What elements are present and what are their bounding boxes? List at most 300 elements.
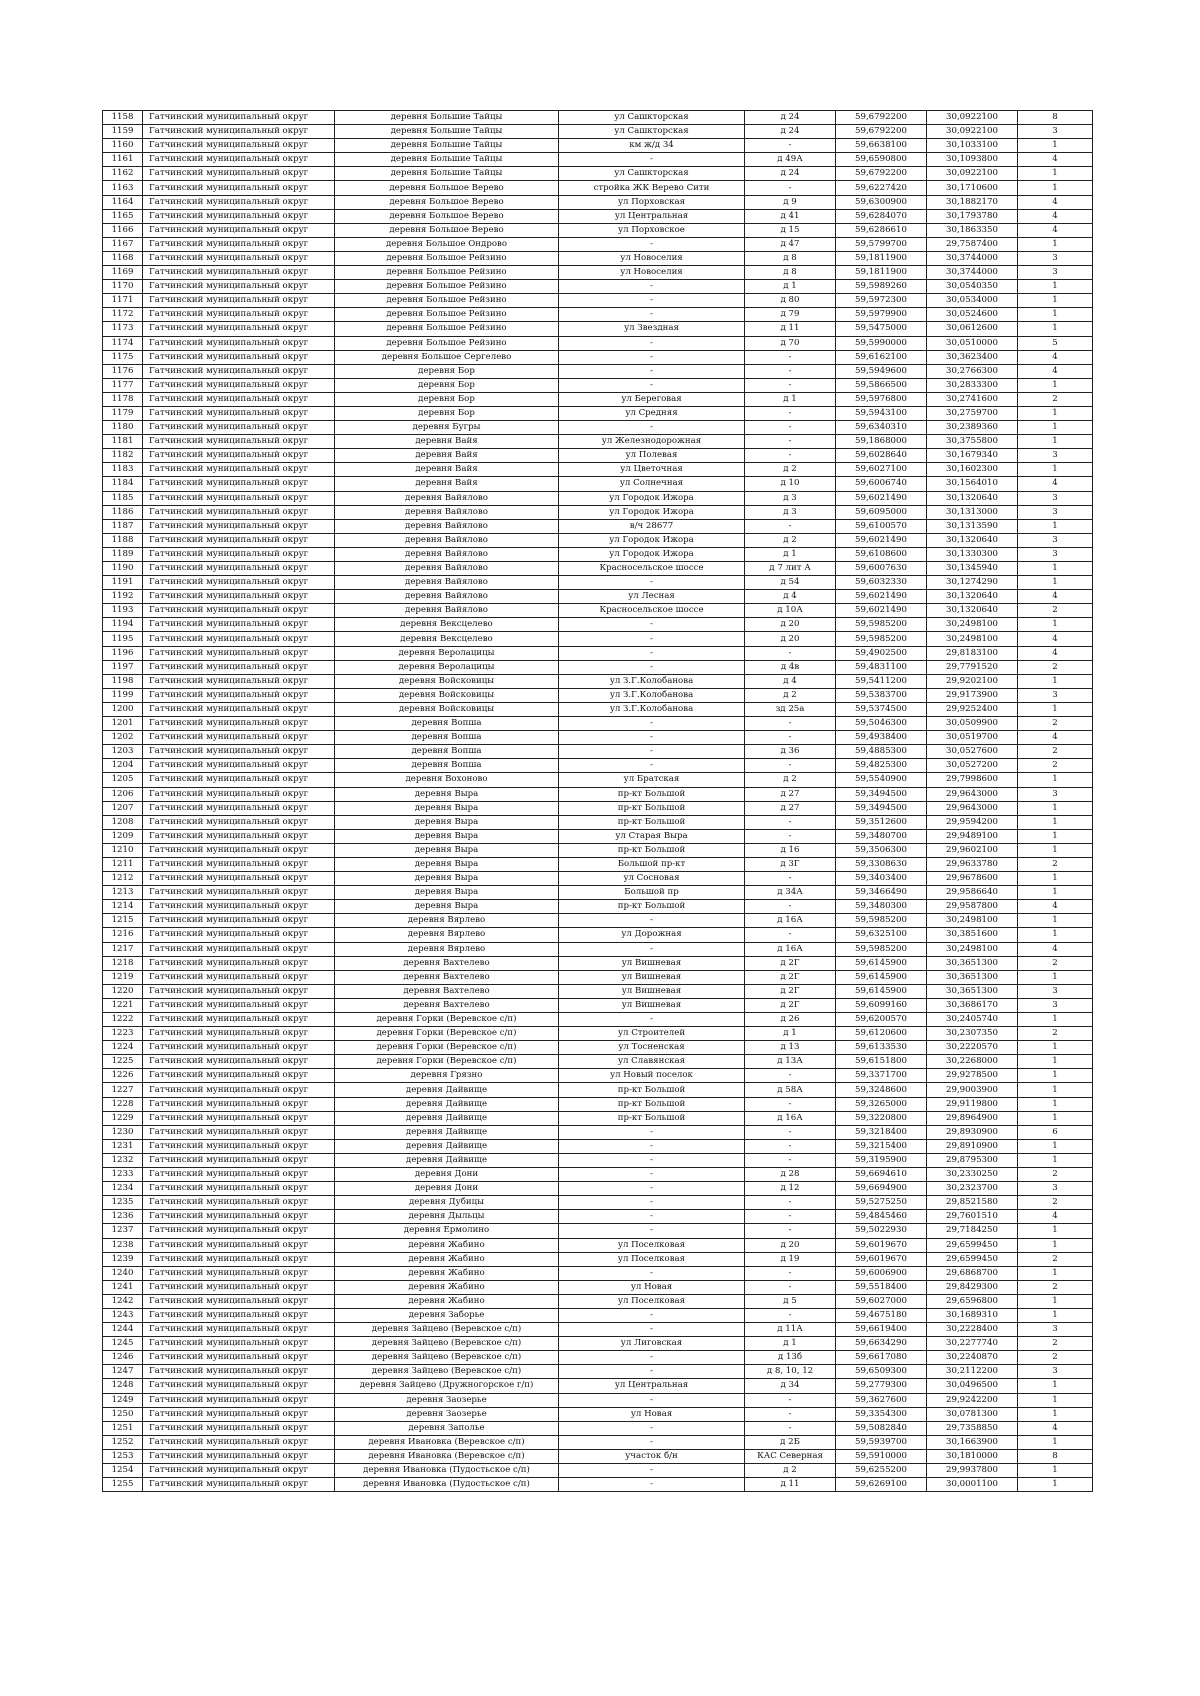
district-cell: Гатчинский муниципальный округ xyxy=(143,421,335,435)
row-number: 1241 xyxy=(103,1280,143,1294)
district-cell: Гатчинский муниципальный округ xyxy=(143,1266,335,1280)
latitude-cell: 59,4902500 xyxy=(836,646,927,660)
table-row xyxy=(103,1421,1093,1435)
row-number: 1199 xyxy=(103,688,143,702)
longitude-cell: 29,9643000 xyxy=(927,787,1018,801)
table-row xyxy=(103,505,1093,519)
district-cell: Гатчинский муниципальный округ xyxy=(143,759,335,773)
house-cell: д 3Г xyxy=(745,857,836,871)
settlement-cell: деревня Большое Рейзино xyxy=(335,266,559,280)
row-number: 1189 xyxy=(103,547,143,561)
settlement-cell: деревня Заполье xyxy=(335,1421,559,1435)
house-cell: д 16А xyxy=(745,914,836,928)
table-row xyxy=(103,1027,1093,1041)
table-row xyxy=(103,336,1093,350)
row-number: 1238 xyxy=(103,1238,143,1252)
table-row xyxy=(103,815,1093,829)
house-cell: д 1 xyxy=(745,547,836,561)
table-row xyxy=(103,1379,1093,1393)
table-row xyxy=(103,1139,1093,1153)
latitude-cell: 59,6162100 xyxy=(836,350,927,364)
longitude-cell: 29,9202100 xyxy=(927,674,1018,688)
count-cell: 1 xyxy=(1018,1308,1093,1322)
table-row xyxy=(103,1013,1093,1027)
row-number: 1173 xyxy=(103,322,143,336)
house-cell: д 13А xyxy=(745,1055,836,1069)
table-row xyxy=(103,646,1093,660)
table-row xyxy=(103,519,1093,533)
district-cell: Гатчинский муниципальный округ xyxy=(143,1111,335,1125)
row-number: 1170 xyxy=(103,280,143,294)
district-cell: Гатчинский муниципальный округ xyxy=(143,1365,335,1379)
count-cell: 1 xyxy=(1018,1294,1093,1308)
row-number: 1197 xyxy=(103,660,143,674)
latitude-cell: 59,5022930 xyxy=(836,1224,927,1238)
street-cell: ул Поселковая xyxy=(559,1238,745,1252)
street-cell: - xyxy=(559,378,745,392)
house-cell: - xyxy=(745,378,836,392)
count-cell: 1 xyxy=(1018,1478,1093,1492)
settlement-cell: деревня Вайялово xyxy=(335,576,559,590)
table-row xyxy=(103,167,1093,181)
street-cell: ул Братская xyxy=(559,773,745,787)
table-row xyxy=(103,1464,1093,1478)
row-number: 1244 xyxy=(103,1323,143,1337)
row-number: 1182 xyxy=(103,449,143,463)
settlement-cell: деревня Жабино xyxy=(335,1294,559,1308)
latitude-cell: 59,5985200 xyxy=(836,942,927,956)
row-number: 1220 xyxy=(103,984,143,998)
settlement-cell: деревня Зайцево (Веревское с/п) xyxy=(335,1365,559,1379)
table-row xyxy=(103,364,1093,378)
settlement-cell: деревня Большие Тайцы xyxy=(335,125,559,139)
house-cell: - xyxy=(745,421,836,435)
longitude-cell: 29,7791520 xyxy=(927,660,1018,674)
street-cell: - xyxy=(559,294,745,308)
table-row xyxy=(103,1196,1093,1210)
row-number: 1226 xyxy=(103,1069,143,1083)
row-number: 1247 xyxy=(103,1365,143,1379)
row-number: 1231 xyxy=(103,1139,143,1153)
street-cell: - xyxy=(559,308,745,322)
street-cell: - xyxy=(559,1182,745,1196)
settlement-cell: деревня Выра xyxy=(335,829,559,843)
district-cell: Гатчинский муниципальный округ xyxy=(143,618,335,632)
count-cell: 1 xyxy=(1018,378,1093,392)
table-row xyxy=(103,251,1093,265)
table-row xyxy=(103,576,1093,590)
longitude-cell: 30,0612600 xyxy=(927,322,1018,336)
row-number: 1196 xyxy=(103,646,143,660)
district-cell: Гатчинский муниципальный округ xyxy=(143,787,335,801)
street-cell: пр-кт Большой xyxy=(559,1083,745,1097)
settlement-cell: деревня Выра xyxy=(335,801,559,815)
house-cell: д 4 xyxy=(745,590,836,604)
longitude-cell: 30,1320640 xyxy=(927,604,1018,618)
settlement-cell: деревня Вахтелево xyxy=(335,998,559,1012)
count-cell: 4 xyxy=(1018,1421,1093,1435)
latitude-cell: 59,6027000 xyxy=(836,1294,927,1308)
settlement-cell: деревня Вярлево xyxy=(335,942,559,956)
settlement-cell: деревня Вайялово xyxy=(335,505,559,519)
house-cell: - xyxy=(745,1407,836,1421)
address-table xyxy=(102,110,1093,1492)
district-cell: Гатчинский муниципальный округ xyxy=(143,1139,335,1153)
row-number: 1253 xyxy=(103,1449,143,1463)
longitude-cell: 30,1882170 xyxy=(927,195,1018,209)
count-cell: 1 xyxy=(1018,1266,1093,1280)
longitude-cell: 30,0781300 xyxy=(927,1407,1018,1421)
table-row xyxy=(103,280,1093,294)
row-number: 1176 xyxy=(103,364,143,378)
count-cell: 2 xyxy=(1018,1252,1093,1266)
street-cell: - xyxy=(559,1196,745,1210)
table-row xyxy=(103,463,1093,477)
street-cell: ул Новый поселок xyxy=(559,1069,745,1083)
row-number: 1210 xyxy=(103,843,143,857)
table-row xyxy=(103,294,1093,308)
house-cell: д 80 xyxy=(745,294,836,308)
latitude-cell: 59,1811900 xyxy=(836,266,927,280)
count-cell: 3 xyxy=(1018,547,1093,561)
street-cell: - xyxy=(559,731,745,745)
settlement-cell: деревня Войсковицы xyxy=(335,688,559,702)
district-cell: Гатчинский муниципальный округ xyxy=(143,167,335,181)
row-number: 1167 xyxy=(103,237,143,251)
latitude-cell: 59,6509300 xyxy=(836,1365,927,1379)
latitude-cell: 59,6019670 xyxy=(836,1252,927,1266)
table-row xyxy=(103,914,1093,928)
longitude-cell: 30,0001100 xyxy=(927,1478,1018,1492)
table-row xyxy=(103,857,1093,871)
latitude-cell: 59,6792200 xyxy=(836,111,927,125)
district-cell: Гатчинский муниципальный округ xyxy=(143,378,335,392)
table-row xyxy=(103,1055,1093,1069)
street-cell: ул Новоселия xyxy=(559,251,745,265)
latitude-cell: 59,5989260 xyxy=(836,280,927,294)
count-cell: 1 xyxy=(1018,1238,1093,1252)
longitude-cell: 30,1564010 xyxy=(927,477,1018,491)
house-cell: - xyxy=(745,1210,836,1224)
count-cell: 1 xyxy=(1018,1393,1093,1407)
house-cell: д 28 xyxy=(745,1168,836,1182)
settlement-cell: деревня Жабино xyxy=(335,1266,559,1280)
house-cell: - xyxy=(745,181,836,195)
house-cell: - xyxy=(745,1393,836,1407)
settlement-cell: деревня Большое Рейзино xyxy=(335,308,559,322)
district-cell: Гатчинский муниципальный округ xyxy=(143,1351,335,1365)
latitude-cell: 59,6619400 xyxy=(836,1323,927,1337)
table-row xyxy=(103,1280,1093,1294)
count-cell: 1 xyxy=(1018,1153,1093,1167)
row-number: 1230 xyxy=(103,1125,143,1139)
table-row xyxy=(103,1210,1093,1224)
count-cell: 4 xyxy=(1018,646,1093,660)
count-cell: 1 xyxy=(1018,1055,1093,1069)
district-cell: Гатчинский муниципальный округ xyxy=(143,533,335,547)
count-cell: 1 xyxy=(1018,829,1093,843)
house-cell: - xyxy=(745,449,836,463)
street-cell: стройка ЖК Верево Сити xyxy=(559,181,745,195)
street-cell: ул Вишневая xyxy=(559,998,745,1012)
longitude-cell: 29,6596800 xyxy=(927,1294,1018,1308)
longitude-cell: 30,1313590 xyxy=(927,519,1018,533)
table-row xyxy=(103,491,1093,505)
house-cell: д 34 xyxy=(745,1379,836,1393)
row-number: 1249 xyxy=(103,1393,143,1407)
street-cell: пр-кт Большой xyxy=(559,900,745,914)
row-number: 1219 xyxy=(103,970,143,984)
house-cell: - xyxy=(745,1308,836,1322)
table-row xyxy=(103,1365,1093,1379)
table-row xyxy=(103,1097,1093,1111)
row-number: 1184 xyxy=(103,477,143,491)
district-cell: Гатчинский муниципальный округ xyxy=(143,970,335,984)
latitude-cell: 59,3466490 xyxy=(836,886,927,900)
settlement-cell: деревня Выра xyxy=(335,900,559,914)
longitude-cell: 29,9594200 xyxy=(927,815,1018,829)
longitude-cell: 30,0524600 xyxy=(927,308,1018,322)
row-number: 1187 xyxy=(103,519,143,533)
settlement-cell: деревня Вопша xyxy=(335,731,559,745)
row-number: 1209 xyxy=(103,829,143,843)
settlement-cell: деревня Большое Рейзино xyxy=(335,336,559,350)
house-cell: - xyxy=(745,1280,836,1294)
table-row xyxy=(103,111,1093,125)
district-cell: Гатчинский муниципальный округ xyxy=(143,1280,335,1294)
table-row xyxy=(103,1041,1093,1055)
latitude-cell: 59,6032330 xyxy=(836,576,927,590)
house-cell: д 58А xyxy=(745,1083,836,1097)
street-cell: в/ч 28677 xyxy=(559,519,745,533)
count-cell: 1 xyxy=(1018,1464,1093,1478)
row-number: 1172 xyxy=(103,308,143,322)
count-cell: 2 xyxy=(1018,392,1093,406)
district-cell: Гатчинский муниципальный округ xyxy=(143,195,335,209)
house-cell: д 8 xyxy=(745,266,836,280)
district-cell: Гатчинский муниципальный округ xyxy=(143,477,335,491)
row-number: 1236 xyxy=(103,1210,143,1224)
settlement-cell: деревня Большое Сергелево xyxy=(335,350,559,364)
settlement-cell: деревня Заозерье xyxy=(335,1407,559,1421)
house-cell: - xyxy=(745,1153,836,1167)
longitude-cell: 30,1320640 xyxy=(927,533,1018,547)
district-cell: Гатчинский муниципальный округ xyxy=(143,1252,335,1266)
house-cell: д 3 xyxy=(745,491,836,505)
street-cell: - xyxy=(559,1323,745,1337)
longitude-cell: 29,7184250 xyxy=(927,1224,1018,1238)
count-cell: 2 xyxy=(1018,1280,1093,1294)
table-row xyxy=(103,801,1093,815)
district-cell: Гатчинский муниципальный округ xyxy=(143,266,335,280)
settlement-cell: деревня Большие Тайцы xyxy=(335,139,559,153)
settlement-cell: деревня Дайвище xyxy=(335,1111,559,1125)
house-cell: д 13б xyxy=(745,1351,836,1365)
count-cell: 1 xyxy=(1018,322,1093,336)
settlement-cell: деревня Большое Рейзино xyxy=(335,280,559,294)
longitude-cell: 30,0496500 xyxy=(927,1379,1018,1393)
table-row xyxy=(103,477,1093,491)
latitude-cell: 59,5275250 xyxy=(836,1196,927,1210)
latitude-cell: 59,6145900 xyxy=(836,970,927,984)
settlement-cell: деревня Большое Рейзино xyxy=(335,322,559,336)
count-cell: 1 xyxy=(1018,1379,1093,1393)
house-cell: д 16 xyxy=(745,843,836,857)
count-cell: 1 xyxy=(1018,167,1093,181)
count-cell: 1 xyxy=(1018,1041,1093,1055)
table-row xyxy=(103,872,1093,886)
street-cell: - xyxy=(559,421,745,435)
table-row xyxy=(103,688,1093,702)
settlement-cell: деревня Вярлево xyxy=(335,928,559,942)
latitude-cell: 59,5799700 xyxy=(836,237,927,251)
latitude-cell: 59,6100570 xyxy=(836,519,927,533)
latitude-cell: 59,6006740 xyxy=(836,477,927,491)
street-cell: ул Центральная xyxy=(559,209,745,223)
count-cell: 8 xyxy=(1018,1449,1093,1463)
table-row xyxy=(103,984,1093,998)
settlement-cell: деревня Ивановка (Веревское с/п) xyxy=(335,1435,559,1449)
latitude-cell: 59,6108600 xyxy=(836,547,927,561)
row-number: 1193 xyxy=(103,604,143,618)
house-cell: - xyxy=(745,1196,836,1210)
table-row xyxy=(103,928,1093,942)
longitude-cell: 30,0540350 xyxy=(927,280,1018,294)
longitude-cell: 29,6599450 xyxy=(927,1252,1018,1266)
district-cell: Гатчинский муниципальный округ xyxy=(143,1308,335,1322)
house-cell: д 8 xyxy=(745,251,836,265)
row-number: 1225 xyxy=(103,1055,143,1069)
longitude-cell: 30,1602300 xyxy=(927,463,1018,477)
settlement-cell: деревня Вайялово xyxy=(335,547,559,561)
longitude-cell: 29,7601510 xyxy=(927,1210,1018,1224)
table-row xyxy=(103,1182,1093,1196)
street-cell: - xyxy=(559,1266,745,1280)
latitude-cell: 59,5979900 xyxy=(836,308,927,322)
longitude-cell: 30,1313000 xyxy=(927,505,1018,519)
district-cell: Гатчинский муниципальный округ xyxy=(143,519,335,533)
settlement-cell: деревня Вексцелево xyxy=(335,618,559,632)
street-cell: пр-кт Большой xyxy=(559,815,745,829)
longitude-cell: 30,1689310 xyxy=(927,1308,1018,1322)
district-cell: Гатчинский муниципальный округ xyxy=(143,702,335,716)
longitude-cell: 29,8910900 xyxy=(927,1139,1018,1153)
district-cell: Гатчинский муниципальный округ xyxy=(143,646,335,660)
latitude-cell: 59,6694610 xyxy=(836,1168,927,1182)
longitude-cell: 29,8183100 xyxy=(927,646,1018,660)
settlement-cell: деревня Большие Тайцы xyxy=(335,153,559,167)
latitude-cell: 59,5411200 xyxy=(836,674,927,688)
settlement-cell: деревня Вайялово xyxy=(335,562,559,576)
street-cell: - xyxy=(559,1393,745,1407)
street-cell: - xyxy=(559,1125,745,1139)
row-number: 1183 xyxy=(103,463,143,477)
table-row xyxy=(103,195,1093,209)
longitude-cell: 30,0509900 xyxy=(927,717,1018,731)
street-cell: ул Тосненская xyxy=(559,1041,745,1055)
house-cell: д 10 xyxy=(745,477,836,491)
count-cell: 2 xyxy=(1018,1027,1093,1041)
latitude-cell: 59,5518400 xyxy=(836,1280,927,1294)
count-cell: 4 xyxy=(1018,350,1093,364)
house-cell: д 11 xyxy=(745,322,836,336)
row-number: 1177 xyxy=(103,378,143,392)
count-cell: 2 xyxy=(1018,1168,1093,1182)
district-cell: Гатчинский муниципальный округ xyxy=(143,223,335,237)
street-cell: - xyxy=(559,1464,745,1478)
district-cell: Гатчинский муниципальный округ xyxy=(143,984,335,998)
house-cell: д 16А xyxy=(745,942,836,956)
longitude-cell: 30,1320640 xyxy=(927,590,1018,604)
street-cell: - xyxy=(559,1435,745,1449)
district-cell: Гатчинский муниципальный округ xyxy=(143,1027,335,1041)
district-cell: Гатчинский муниципальный округ xyxy=(143,773,335,787)
street-cell: ул Городок Ижора xyxy=(559,547,745,561)
district-cell: Гатчинский муниципальный округ xyxy=(143,294,335,308)
street-cell: - xyxy=(559,914,745,928)
latitude-cell: 59,3512600 xyxy=(836,815,927,829)
latitude-cell: 59,5939700 xyxy=(836,1435,927,1449)
count-cell: 2 xyxy=(1018,717,1093,731)
latitude-cell: 59,3506300 xyxy=(836,843,927,857)
latitude-cell: 59,6284070 xyxy=(836,209,927,223)
table-row xyxy=(103,406,1093,420)
table-row xyxy=(103,237,1093,251)
latitude-cell: 59,3308630 xyxy=(836,857,927,871)
district-cell: Гатчинский муниципальный округ xyxy=(143,857,335,871)
count-cell: 4 xyxy=(1018,209,1093,223)
longitude-cell: 29,9489100 xyxy=(927,829,1018,843)
table-row xyxy=(103,1323,1093,1337)
settlement-cell: деревня Горки (Веревское с/п) xyxy=(335,1013,559,1027)
table-row xyxy=(103,900,1093,914)
table-row xyxy=(103,829,1093,843)
longitude-cell: 29,8964900 xyxy=(927,1111,1018,1125)
longitude-cell: 30,2498100 xyxy=(927,618,1018,632)
table-row xyxy=(103,731,1093,745)
street-cell: пр-кт Большой xyxy=(559,843,745,857)
row-number: 1227 xyxy=(103,1083,143,1097)
house-cell: д 1 xyxy=(745,1337,836,1351)
longitude-cell: 30,3851600 xyxy=(927,928,1018,942)
count-cell: 2 xyxy=(1018,660,1093,674)
district-cell: Гатчинский муниципальный округ xyxy=(143,350,335,364)
district-cell: Гатчинский муниципальный округ xyxy=(143,604,335,618)
district-cell: Гатчинский муниципальный округ xyxy=(143,1069,335,1083)
longitude-cell: 30,0534000 xyxy=(927,294,1018,308)
longitude-cell: 30,1330300 xyxy=(927,547,1018,561)
district-cell: Гатчинский муниципальный округ xyxy=(143,139,335,153)
district-cell: Гатчинский муниципальный округ xyxy=(143,1421,335,1435)
row-number: 1159 xyxy=(103,125,143,139)
longitude-cell: 30,0922100 xyxy=(927,167,1018,181)
latitude-cell: 59,3354300 xyxy=(836,1407,927,1421)
house-cell: д 47 xyxy=(745,237,836,251)
street-cell: ул Новоселия xyxy=(559,266,745,280)
street-cell: - xyxy=(559,1308,745,1322)
latitude-cell: 59,6028640 xyxy=(836,449,927,463)
district-cell: Гатчинский муниципальный округ xyxy=(143,1224,335,1238)
table-row xyxy=(103,308,1093,322)
longitude-cell: 29,9937800 xyxy=(927,1464,1018,1478)
street-cell: Большой пр-кт xyxy=(559,857,745,871)
street-cell: - xyxy=(559,1210,745,1224)
latitude-cell: 59,5540900 xyxy=(836,773,927,787)
table-row xyxy=(103,547,1093,561)
house-cell: д 70 xyxy=(745,336,836,350)
house-cell: - xyxy=(745,646,836,660)
street-cell: ул Звездная xyxy=(559,322,745,336)
